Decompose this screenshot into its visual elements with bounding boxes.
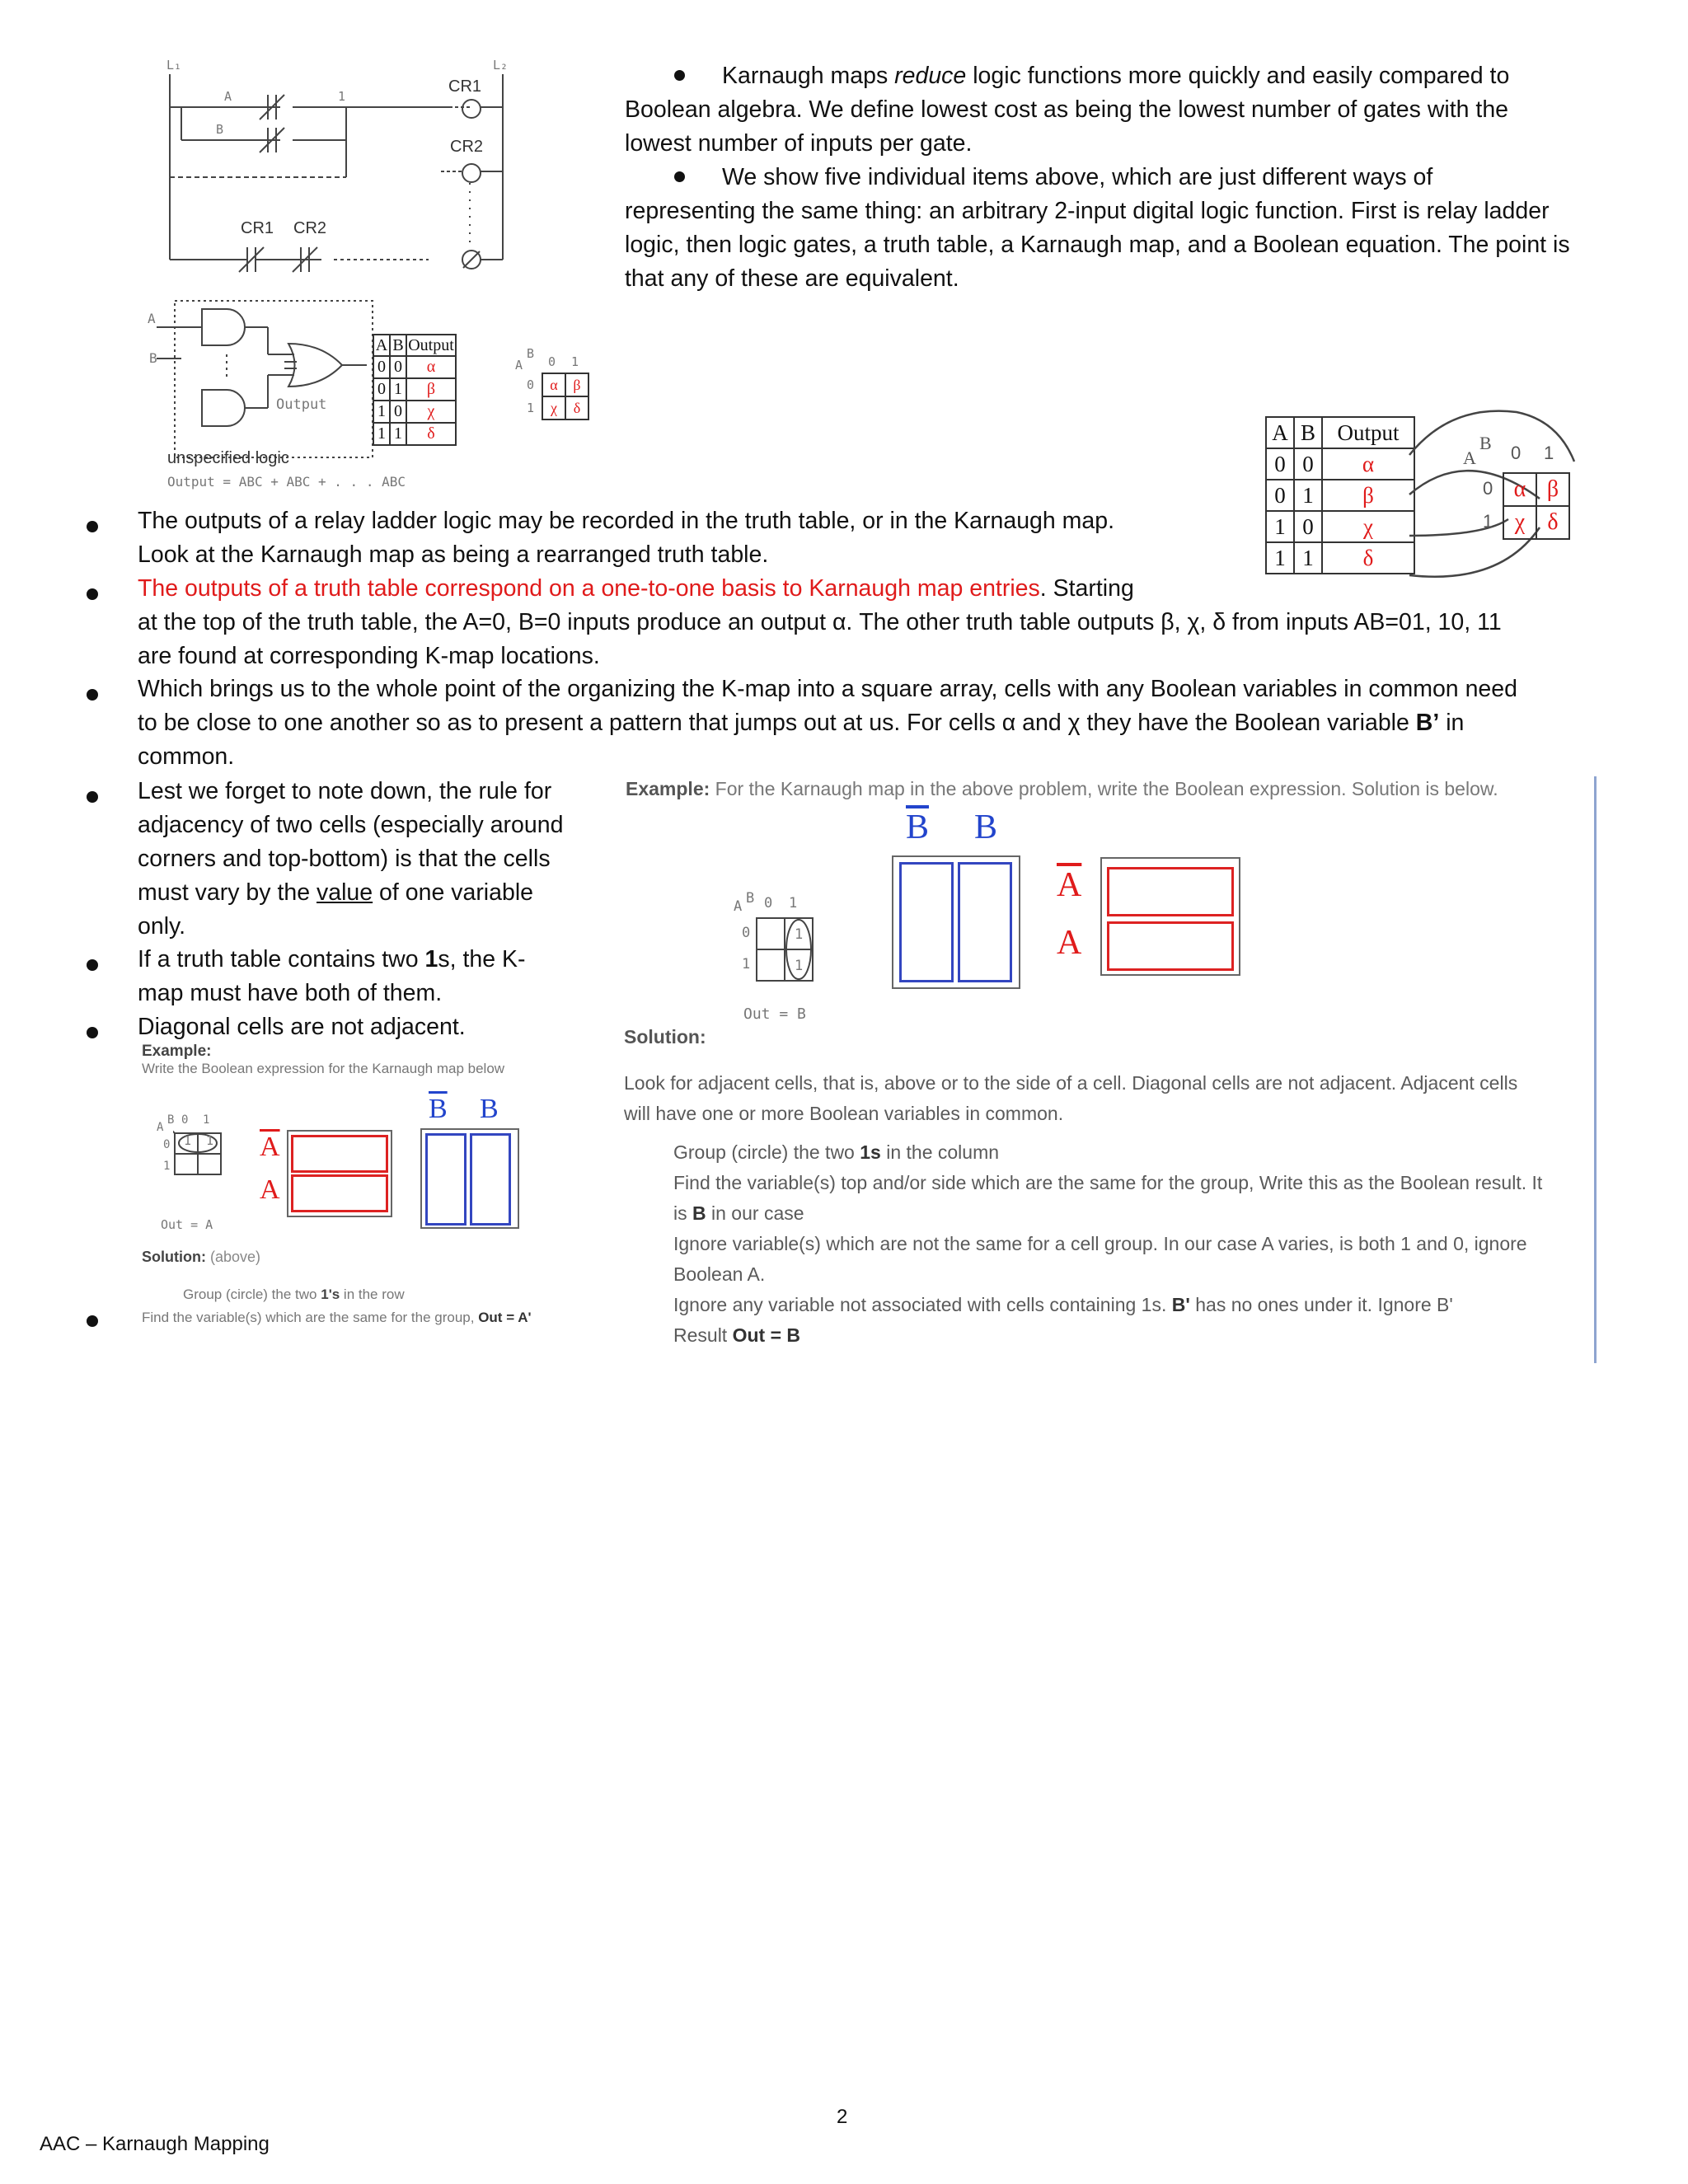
table-row: 0 1 β [373,378,456,401]
table-row: 0 0 α [373,356,456,378]
gates-a-label: A [148,311,156,326]
example-right-kmap [752,907,826,989]
example-left-out: Out = A [161,1217,213,1232]
relay-cr1-contact-label: CR1 [241,219,274,237]
truth-table-small [373,334,457,446]
example-left-abar: A [260,1132,280,1162]
bullet-diagonal: Diagonal cells are not adjacent. [138,1014,466,1040]
relay-cr2-coil-label: CR2 [450,138,484,156]
example-right-b-box [958,862,1012,982]
relay-cr1-coil-label: CR1 [448,77,482,96]
kmap-large: A B 0 1 0 1 α β χ δ [1463,433,1603,556]
relay-ladder-figure [157,58,528,280]
example-right-a-box [1107,921,1234,971]
example-right: Example: For the Karnaugh map in the above problem, write the Boolean expression. Solution is below. B B A A A B 0 1 0 1 1 1 Out = B Solution: Look for adjacent cells, that is, above or to the side of a cell. Diagonal cells are not adjacent. Adjacent cells will have one or more Boolean variables in common. Group (circle) the two 1s in the column Find the variable(s) top and/or side which are the same for the group, Write this as the Boolean result. It is B in our case Ignore variable(s) which are not the same for a cell group. In our case A varies, is both 1 and 0, ignore Boolean A. Ignore any variable not associated with cells containing 1s. B' has no ones under it. Ignore B' Result Out = B [624,775,1597,1368]
bullet [87,959,98,971]
bullet [87,521,98,532]
relay-cr2-contact-label: CR2 [293,219,327,237]
gates-b-label: B [149,350,157,366]
example-right-abar: A [1057,866,1082,904]
relay-a-label: A [224,89,232,104]
example-right-b: B [974,808,998,846]
example-left-kmap [173,1128,224,1178]
example-left-heading: Example: [142,1043,212,1060]
relay-l1-label: L₁ [166,58,182,73]
example-left-bbar: B [429,1094,448,1124]
table-row: 1 1 δ [373,423,456,445]
relay-b-label: B [216,122,224,137]
truth-table-large [1265,416,1415,574]
table-row: 1 1 δ [1266,542,1414,574]
table-row: A B Output [1266,417,1414,448]
example-left-b: B [480,1094,499,1124]
table-row: A B Output [373,335,456,356]
page-number: 2 [837,2106,848,2128]
bullet [87,689,98,701]
bullet-two-ones: If a truth table contains two 1s, the K- map must have both of them. [138,946,526,1006]
example-right-a: A [1057,924,1082,962]
table-row: 0 0 α [1266,448,1414,480]
unspecified-logic-label: unspecified logic [167,449,289,467]
gates-output-label: Output [276,396,327,413]
example-left: Example: Write the Boolean expression for the Karnaugh map below A B 0 1 0 1 1 1 A A B B Out = A Solution: (above) Group (circle) the two 1's in the row Find the variable(s) which are the same for the group, Out = A' [142,1043,532,1325]
example-right-out: Out = B [743,1005,806,1023]
table-row: 1 0 χ [373,401,456,423]
bullet-adjacency-rule: Lest we forget to note down, the rule for adjacency of two cells (especially around corners and top-bottom) is that the cells must vary by the value of one variable only. [138,778,564,940]
table-row: 1 0 χ [1266,511,1414,542]
table-row: 0 1 β [1266,480,1414,511]
relay-l2-label: L₂ [493,58,509,73]
example-left-bbar-box [425,1133,467,1226]
bullet-relay-outputs: The outputs of a relay ladder logic may be recorded in the truth table, or in the Karnaugh map. Look at the Karnaugh map as being a rearranged truth table. [138,508,1115,568]
bullet [87,588,98,600]
bullet-one-to-one: The outputs of a truth table correspond on a one-to-one basis to Karnaugh map entries. Starting at the top of the truth table, the A=0, B=0 inputs produce an output α. The other truth table outputs β, χ, δ from inputs AB=01, 10, 11 are found at corresponding K-map locations. [138,575,1502,669]
relay-one-label: 1 [338,89,346,104]
footer-title: AAC – Karnaugh Mapping [40,2133,270,2155]
example-left-sub: Write the Boolean expression for the Karnaugh map below [142,1061,505,1076]
kmap-small: A B 0 1 0 1 α β χ δ [515,346,606,429]
example-right-bbar-box [899,862,954,982]
example-right-abar-box [1107,867,1234,916]
bullet [674,171,685,182]
bullet [87,1027,98,1038]
top-bullets: Karnaugh maps reduce logic functions more quickly and easily compared to Boolean algebra. We define lowest cost as being the lowest number of gates with the lowest number of inputs per gate. We show five individual items above, which are just different ways of representing the same thing: an arbitrary 2-input digital logic function. First is relay ladder logic, then logic gates, a truth table, a Karnaugh map, and a Boolean equation. The point is that any of these are equivalent. [625,63,1570,292]
bullet [87,791,98,803]
bullet [87,1315,98,1327]
boolean-equation-label: Output = ABC + ABC + . . . ABC [167,474,406,490]
example-right-bbar: B [906,808,930,846]
bullet-square-array: Which brings us to the whole point of the organizing the K-map into a square array, cells with any Boolean variables in common need to be close to one another so as to present a pattern that jumps out at us. For cells α and χ they have the Boolean variable B’ in common. [138,676,1517,770]
example-left-b-box [470,1133,511,1226]
bullet [674,70,685,81]
example-left-a: A [260,1174,280,1205]
logic-gates-diagram [144,293,379,470]
